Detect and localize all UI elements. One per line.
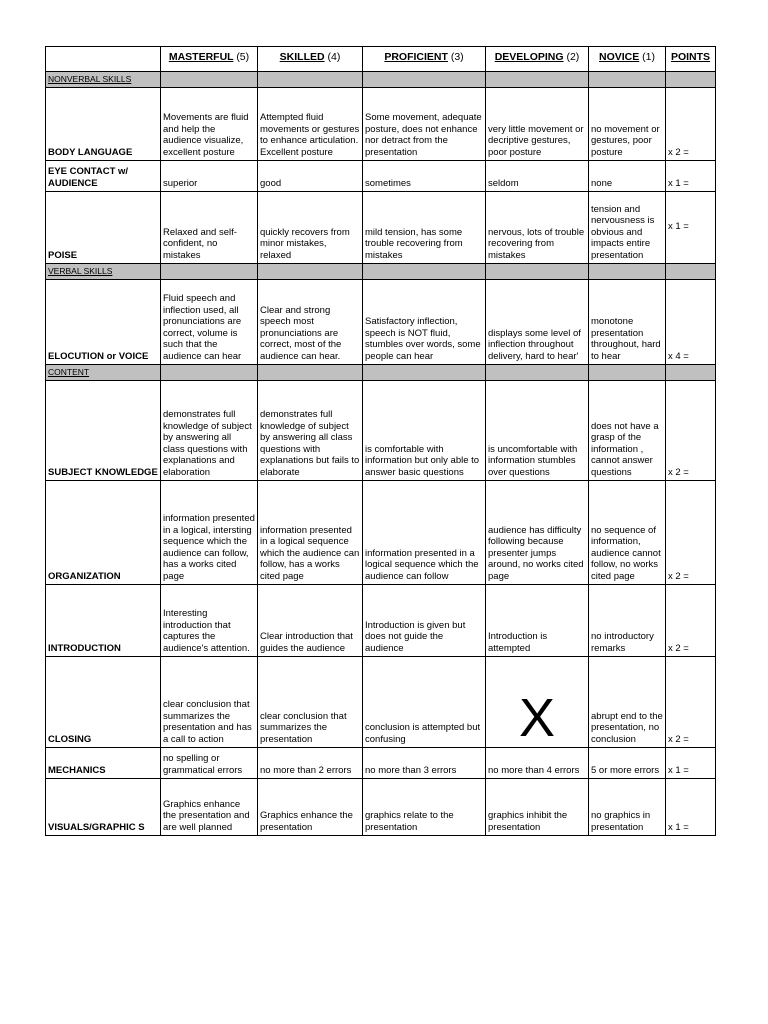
developing-cell: is uncomfortable with information stumbles over questions: [486, 381, 589, 481]
section-label: NONVERBAL SKILLS: [46, 72, 161, 88]
table-row: [46, 481, 716, 585]
proficient-cell: information presented in a logical sequence which the audience can follow: [363, 481, 486, 585]
skilled-cell: Attempted fluid movements or gestures to enhance articulation. Excellent posture: [258, 88, 363, 161]
criterion-cell: CLOSING: [46, 657, 161, 748]
points-cell: x 1 =: [666, 779, 716, 836]
developing-cell: displays some level of inflection throughout delivery, hard to hear': [486, 280, 589, 365]
points-cell: x 2 =: [666, 381, 716, 481]
novice-cell: monotone presentation throughout, hard to hear: [589, 280, 666, 365]
points-cell: x 1 =: [666, 161, 716, 192]
points-cell: x 2 =: [666, 585, 716, 657]
novice-cell: no movement or gestures, poor posture: [589, 88, 666, 161]
masterful-cell: Graphics enhance the presentation and are well planned: [161, 779, 258, 836]
proficient-cell: Satisfactory inflection, speech is NOT fluid, stumbles over words, some people can hear: [363, 280, 486, 365]
masterful-cell: demonstrates full knowledge of subject by answering all class questions with explanations and elaboration: [161, 381, 258, 481]
header-novice: NOVICE (1): [589, 47, 666, 72]
points-cell: x 2 =: [666, 481, 716, 585]
criterion-cell: ELOCUTION or VOICE: [46, 280, 161, 365]
masterful-cell: clear conclusion that summarizes the presentation and has a call to action: [161, 657, 258, 748]
table-row: [46, 192, 716, 264]
table-row: [46, 657, 716, 748]
masterful-cell: no spelling or grammatical errors: [161, 748, 258, 779]
developing-cell: [486, 657, 589, 748]
skilled-cell: quickly recovers from minor mistakes, relaxed: [258, 192, 363, 264]
points-cell: x 4 =: [666, 280, 716, 365]
points-cell: x 1 =: [666, 748, 716, 779]
developing-cell: audience has difficulty following because presenter jumps around, no works cited page: [486, 481, 589, 585]
table-row: [46, 88, 716, 161]
header-criterion: [46, 47, 161, 72]
table-row: [46, 381, 716, 481]
proficient-cell: is comfortable with information but only able to answer basic questions: [363, 381, 486, 481]
developing-cell: very little movement or decriptive gestures, poor posture: [486, 88, 589, 161]
criterion-cell: INTRODUCTION: [46, 585, 161, 657]
novice-cell: does not have a grasp of the information , cannot answer questions: [589, 381, 666, 481]
criterion-cell: BODY LANGUAGE: [46, 88, 161, 161]
table-row: [46, 748, 716, 779]
novice-cell: tension and nervousness is obvious and impacts entire presentation: [589, 192, 666, 264]
masterful-cell: superior: [161, 161, 258, 192]
points-cell: x 2 =: [666, 88, 716, 161]
rubric-table: [45, 46, 716, 836]
novice-cell: no sequence of information, audience cannot follow, no works cited page: [589, 481, 666, 585]
masterful-cell: Movements are fluid and help the audience visualize, excellent posture: [161, 88, 258, 161]
header-proficient: PROFICIENT (3): [363, 47, 486, 72]
header-masterful: MASTERFUL (5): [161, 47, 258, 72]
section-verbal: [46, 264, 716, 280]
novice-cell: abrupt end to the presentation, no conclusion: [589, 657, 666, 748]
developing-cell: nervous, lots of trouble recovering from mistakes: [486, 192, 589, 264]
section-label: VERBAL SKILLS: [46, 264, 161, 280]
header-developing: DEVELOPING (2): [486, 47, 589, 72]
masterful-cell: Fluid speech and inflection used, all pronunciations are correct, volume is such that the audience can hear: [161, 280, 258, 365]
skilled-cell: clear conclusion that summarizes the presentation: [258, 657, 363, 748]
section-content: [46, 365, 716, 381]
masterful-cell: Interesting introduction that captures the audience's attention.: [161, 585, 258, 657]
novice-cell: no introductory remarks: [589, 585, 666, 657]
criterion-cell: MECHANICS: [46, 748, 161, 779]
proficient-cell: Some movement, adequate posture, does not enhance nor detract from the presentation: [363, 88, 486, 161]
header-row: [46, 47, 716, 72]
skilled-cell: good: [258, 161, 363, 192]
criterion-cell: ORGANIZATION: [46, 481, 161, 585]
developing-cell: no more than 4 errors: [486, 748, 589, 779]
x-mark: X: [518, 688, 556, 748]
proficient-cell: no more than 3 errors: [363, 748, 486, 779]
header-skilled: SKILLED (4): [258, 47, 363, 72]
skilled-cell: no more than 2 errors: [258, 748, 363, 779]
novice-cell: no graphics in presentation: [589, 779, 666, 836]
criterion-cell: VISUALS/GRAPHIC S: [46, 779, 161, 836]
developing-cell: graphics inhibit the presentation: [486, 779, 589, 836]
developing-cell: Introduction is attempted: [486, 585, 589, 657]
masterful-cell: Relaxed and self-confident, no mistakes: [161, 192, 258, 264]
proficient-cell: Introduction is given but does not guide the audience: [363, 585, 486, 657]
proficient-cell: graphics relate to the presentation: [363, 779, 486, 836]
proficient-cell: mild tension, has some trouble recovering from mistakes: [363, 192, 486, 264]
table-row: [46, 585, 716, 657]
criterion-cell: POISE: [46, 192, 161, 264]
skilled-cell: information presented in a logical sequence which the audience can follow, has a works cited page: [258, 481, 363, 585]
skilled-cell: Graphics enhance the presentation: [258, 779, 363, 836]
developing-cell: seldom: [486, 161, 589, 192]
section-label: CONTENT: [46, 365, 161, 381]
section-nonverbal: [46, 72, 716, 88]
points-cell: x 1 =: [666, 192, 716, 264]
points-cell: x 2 =: [666, 657, 716, 748]
novice-cell: none: [589, 161, 666, 192]
masterful-cell: information presented in a logical, intersting sequence which the audience can follow, has a works cited page: [161, 481, 258, 585]
table-row: [46, 161, 716, 192]
proficient-cell: conclusion is attempted but confusing: [363, 657, 486, 748]
criterion-cell: EYE CONTACT w/ AUDIENCE: [46, 161, 161, 192]
novice-cell: 5 or more errors: [589, 748, 666, 779]
table-row: [46, 280, 716, 365]
header-points: POINTS: [666, 47, 716, 72]
criterion-cell: SUBJECT KNOWLEDGE: [46, 381, 161, 481]
proficient-cell: sometimes: [363, 161, 486, 192]
skilled-cell: Clear introduction that guides the audience: [258, 585, 363, 657]
skilled-cell: demonstrates full knowledge of subject by answering all class questions with explanations but fails to elaborate: [258, 381, 363, 481]
table-row: [46, 779, 716, 836]
skilled-cell: Clear and strong speech most pronunciations are correct, most of the audience can hear.: [258, 280, 363, 365]
